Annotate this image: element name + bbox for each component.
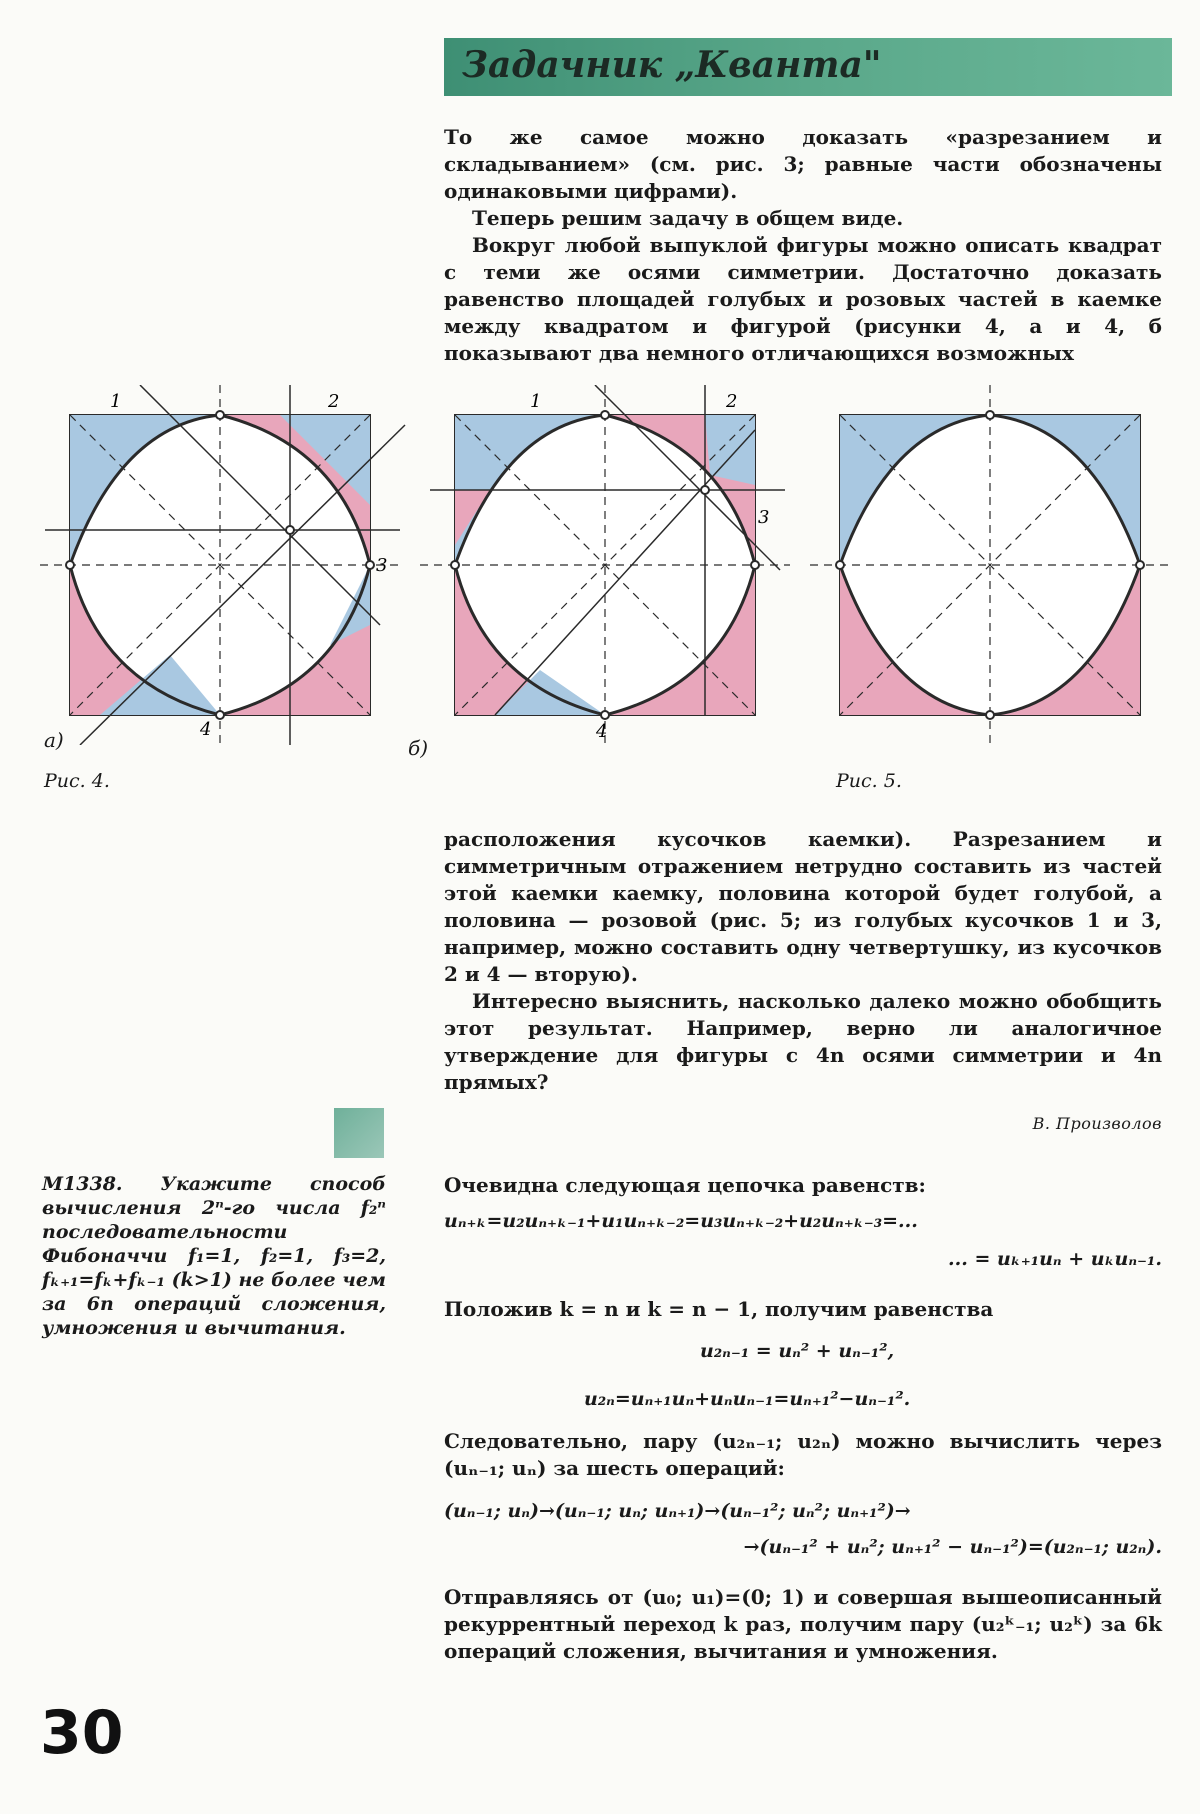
- figure-caption: Рис. 5.: [836, 770, 902, 792]
- paragraph: расположения кусочков каемки). Разрезанием и симметричным отражением нетрудно составить из частей этой каемки каемку, половина которой будет голубой, а половина — розовой (рис. 5; из голубых кусочков 1 и 3, например, можно составить одну четвертушку, из кусочков 2 и 4 — вторую).: [444, 827, 1162, 986]
- fig-label: 1: [110, 391, 122, 412]
- figure-4a: [40, 385, 410, 745]
- solution-text: [444, 1296, 1162, 1323]
- equation: →(uₙ₋₁² + uₙ²; uₙ₊₁² − uₙ₋₁²)=(u₂ₙ₋₁; u₂ₙ).: [743, 1536, 1162, 1558]
- equation: u₂ₙ₋₁ = uₙ² + uₙ₋₁²,: [700, 1340, 895, 1362]
- fig-label: 4: [596, 721, 608, 742]
- top-text-block: [444, 124, 1162, 367]
- paragraph: То же самое можно доказать «разрезанием и складыванием» (см. рис. 3; равные части обозначены одинаковыми цифрами).: [444, 125, 1162, 203]
- figure-letter: а): [44, 728, 64, 752]
- paragraph: Интересно выяснить, насколько далеко можно обобщить этот результат. Например, верно ли аналогичное утверждение для фигуры с 4n осями симметрии и 4n прямых?: [444, 989, 1162, 1094]
- decorative-square: [334, 1108, 384, 1158]
- blue-region: [705, 415, 755, 485]
- paragraph: Очевидна следующая цепочка равенств:: [444, 1173, 926, 1197]
- fig-label: 3: [376, 555, 388, 576]
- figure-letter: б): [408, 736, 429, 760]
- equation: u₂ₙ=uₙ₊₁uₙ+uₙuₙ₋₁=uₙ₊₁²−uₙ₋₁².: [584, 1388, 911, 1410]
- solution-text: [444, 1584, 1162, 1665]
- figure-4b: [420, 385, 790, 745]
- figure-4b-drawing: [420, 385, 790, 745]
- fig-label: 4: [200, 719, 212, 740]
- equation: uₙ₊ₖ=u₂uₙ₊ₖ₋₁+u₁uₙ₊ₖ₋₂=u₃uₙ₊ₖ₋₂+u₂uₙ₊ₖ₋₃=...: [444, 1210, 918, 1232]
- figure-5-drawing: [810, 385, 1180, 745]
- figure-caption: Рис. 4.: [44, 770, 110, 792]
- fig-label: 3: [758, 507, 770, 528]
- equation: (uₙ₋₁; uₙ)→(uₙ₋₁; uₙ; uₙ₊₁)→(uₙ₋₁²; uₙ²; uₙ₊₁²)→: [444, 1500, 911, 1522]
- page-number: 30: [40, 1698, 124, 1768]
- problem-text: Укажите способ вычисления 2ⁿ-го числа f₂ⁿ последовательности Фибоначчи f₁=1, f₂=1, f₃=2, fₖ₊₁=fₖ+fₖ₋₁ (k>1) не более чем за 6n операций сложения, умножения и вычитания.: [42, 1173, 386, 1339]
- fig-label: 2: [328, 391, 340, 412]
- section-title: Задачник „Кванта": [462, 44, 882, 86]
- problem-statement: [42, 1172, 386, 1340]
- middle-text-block: [444, 826, 1162, 1096]
- fig-label: 1: [530, 391, 542, 412]
- solution-text: [444, 1428, 1162, 1482]
- figure-4a-drawing: [40, 385, 410, 745]
- paragraph: Следовательно, пару (u₂ₙ₋₁; u₂ₙ) можно вычислить через (uₙ₋₁; uₙ) за шесть операций:: [444, 1429, 1162, 1480]
- paragraph: Теперь решим задачу в общем виде.: [472, 206, 904, 230]
- paragraph: Вокруг любой выпуклой фигуры можно описать квадрат с теми же осями симметрии. Достаточно доказать равенство площадей голубых и розовых частей в каемке между квадратом и фигурой (рисунки 4, а и 4, б показывают два немного отличающихся возможных: [444, 233, 1162, 365]
- paragraph: Положив k = n и k = n − 1, получим равенства: [444, 1297, 994, 1321]
- paragraph: Отправляясь от (u₀; u₁)=(0; 1) и совершая вышеописанный рекуррентный переход k раз, получим пару (u₂ᵏ₋₁; u₂ᵏ) за 6k операций сложения, вычитания и умножения.: [444, 1585, 1162, 1663]
- solution-intro: [444, 1172, 1162, 1199]
- fig-label: 2: [726, 391, 738, 412]
- equation: ... = uₖ₊₁uₙ + uₖuₙ₋₁.: [947, 1248, 1162, 1270]
- figure-5: [810, 385, 1180, 745]
- section-banner: [444, 38, 1172, 96]
- problem-number: М1338.: [42, 1173, 123, 1195]
- author-signature: В. Произволов: [1032, 1114, 1162, 1133]
